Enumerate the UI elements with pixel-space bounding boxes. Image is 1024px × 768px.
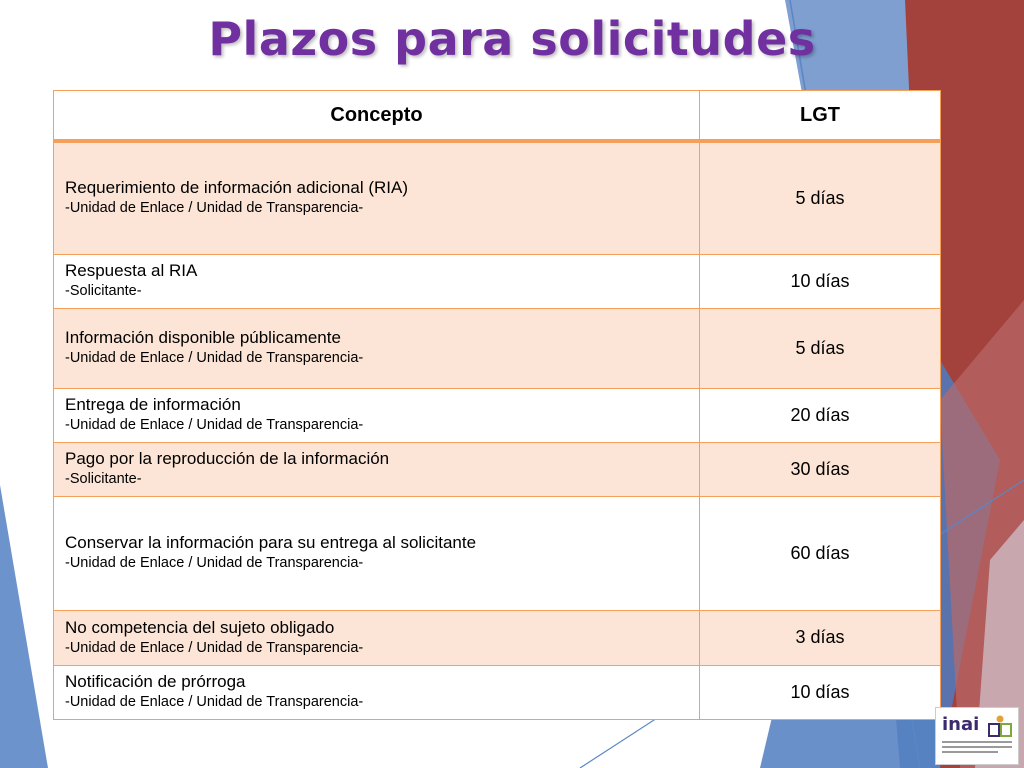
header-concepto: Concepto — [54, 91, 700, 142]
concept-cell — [54, 254, 700, 308]
concept-text: Información disponible públicamente — [65, 328, 341, 347]
table-row — [54, 610, 941, 665]
concept-cell — [54, 308, 700, 388]
responsible-text: -Unidad de Enlace / Unidad de Transparencia- — [65, 417, 364, 433]
table-row — [54, 442, 941, 496]
left-accent-shape — [0, 485, 48, 768]
concept-cell — [54, 388, 700, 442]
inai-logo — [935, 707, 1019, 765]
logo-text: inai — [942, 714, 980, 735]
table-row — [54, 665, 941, 719]
lgt-cell: 20 días — [700, 388, 941, 442]
concept-cell — [54, 610, 700, 665]
concept-cell — [54, 665, 700, 719]
logo-caption-lines — [942, 741, 1012, 756]
concept-text: No competencia del sujeto obligado — [65, 617, 335, 637]
table-row — [54, 141, 941, 254]
table-row — [54, 388, 941, 442]
concept-text: Requerimiento de información adicional (RIA) — [65, 178, 408, 198]
lgt-cell: 10 días — [700, 665, 941, 719]
responsible-text: -Solicitante- — [65, 283, 142, 299]
lgt-cell: 3 días — [700, 610, 941, 665]
responsible-text: -Unidad de Enlace / Unidad de Transparencia- — [65, 200, 364, 217]
concept-text: Conservar la información para su entrega al solicitante — [65, 533, 477, 552]
lgt-cell: 30 días — [700, 442, 941, 496]
inai-emblem-icon — [986, 714, 1014, 738]
lgt-cell: 5 días — [700, 308, 941, 388]
responsible-text: -Unidad de Enlace / Unidad de Transparencia- — [65, 639, 364, 656]
lgt-cell: 5 días — [700, 141, 941, 254]
concept-cell — [54, 442, 700, 496]
table-row — [54, 254, 941, 308]
table-header-row — [54, 91, 941, 142]
lgt-cell: 60 días — [700, 496, 941, 610]
concept-text: Respuesta al RIA — [65, 261, 198, 280]
responsible-text: -Unidad de Enlace / Unidad de Transparencia- — [65, 350, 364, 366]
table-row — [54, 308, 941, 388]
concept-cell — [54, 496, 700, 610]
lgt-cell: 10 días — [700, 254, 941, 308]
concept-text: Entrega de información — [65, 395, 241, 414]
table-row — [54, 496, 941, 610]
deadlines-table — [53, 90, 941, 720]
concept-text: Pago por la reproducción de la información — [65, 449, 390, 468]
responsible-text: -Unidad de Enlace / Unidad de Transparencia- — [65, 555, 364, 571]
header-lgt: LGT — [700, 91, 941, 142]
concept-cell — [54, 141, 700, 254]
responsible-text: -Solicitante- — [65, 471, 142, 487]
concept-text: Notificación de prórroga — [65, 672, 246, 691]
responsible-text: -Unidad de Enlace / Unidad de Transparencia- — [65, 694, 364, 710]
slide-title: Plazos para solicitudes — [208, 12, 816, 66]
